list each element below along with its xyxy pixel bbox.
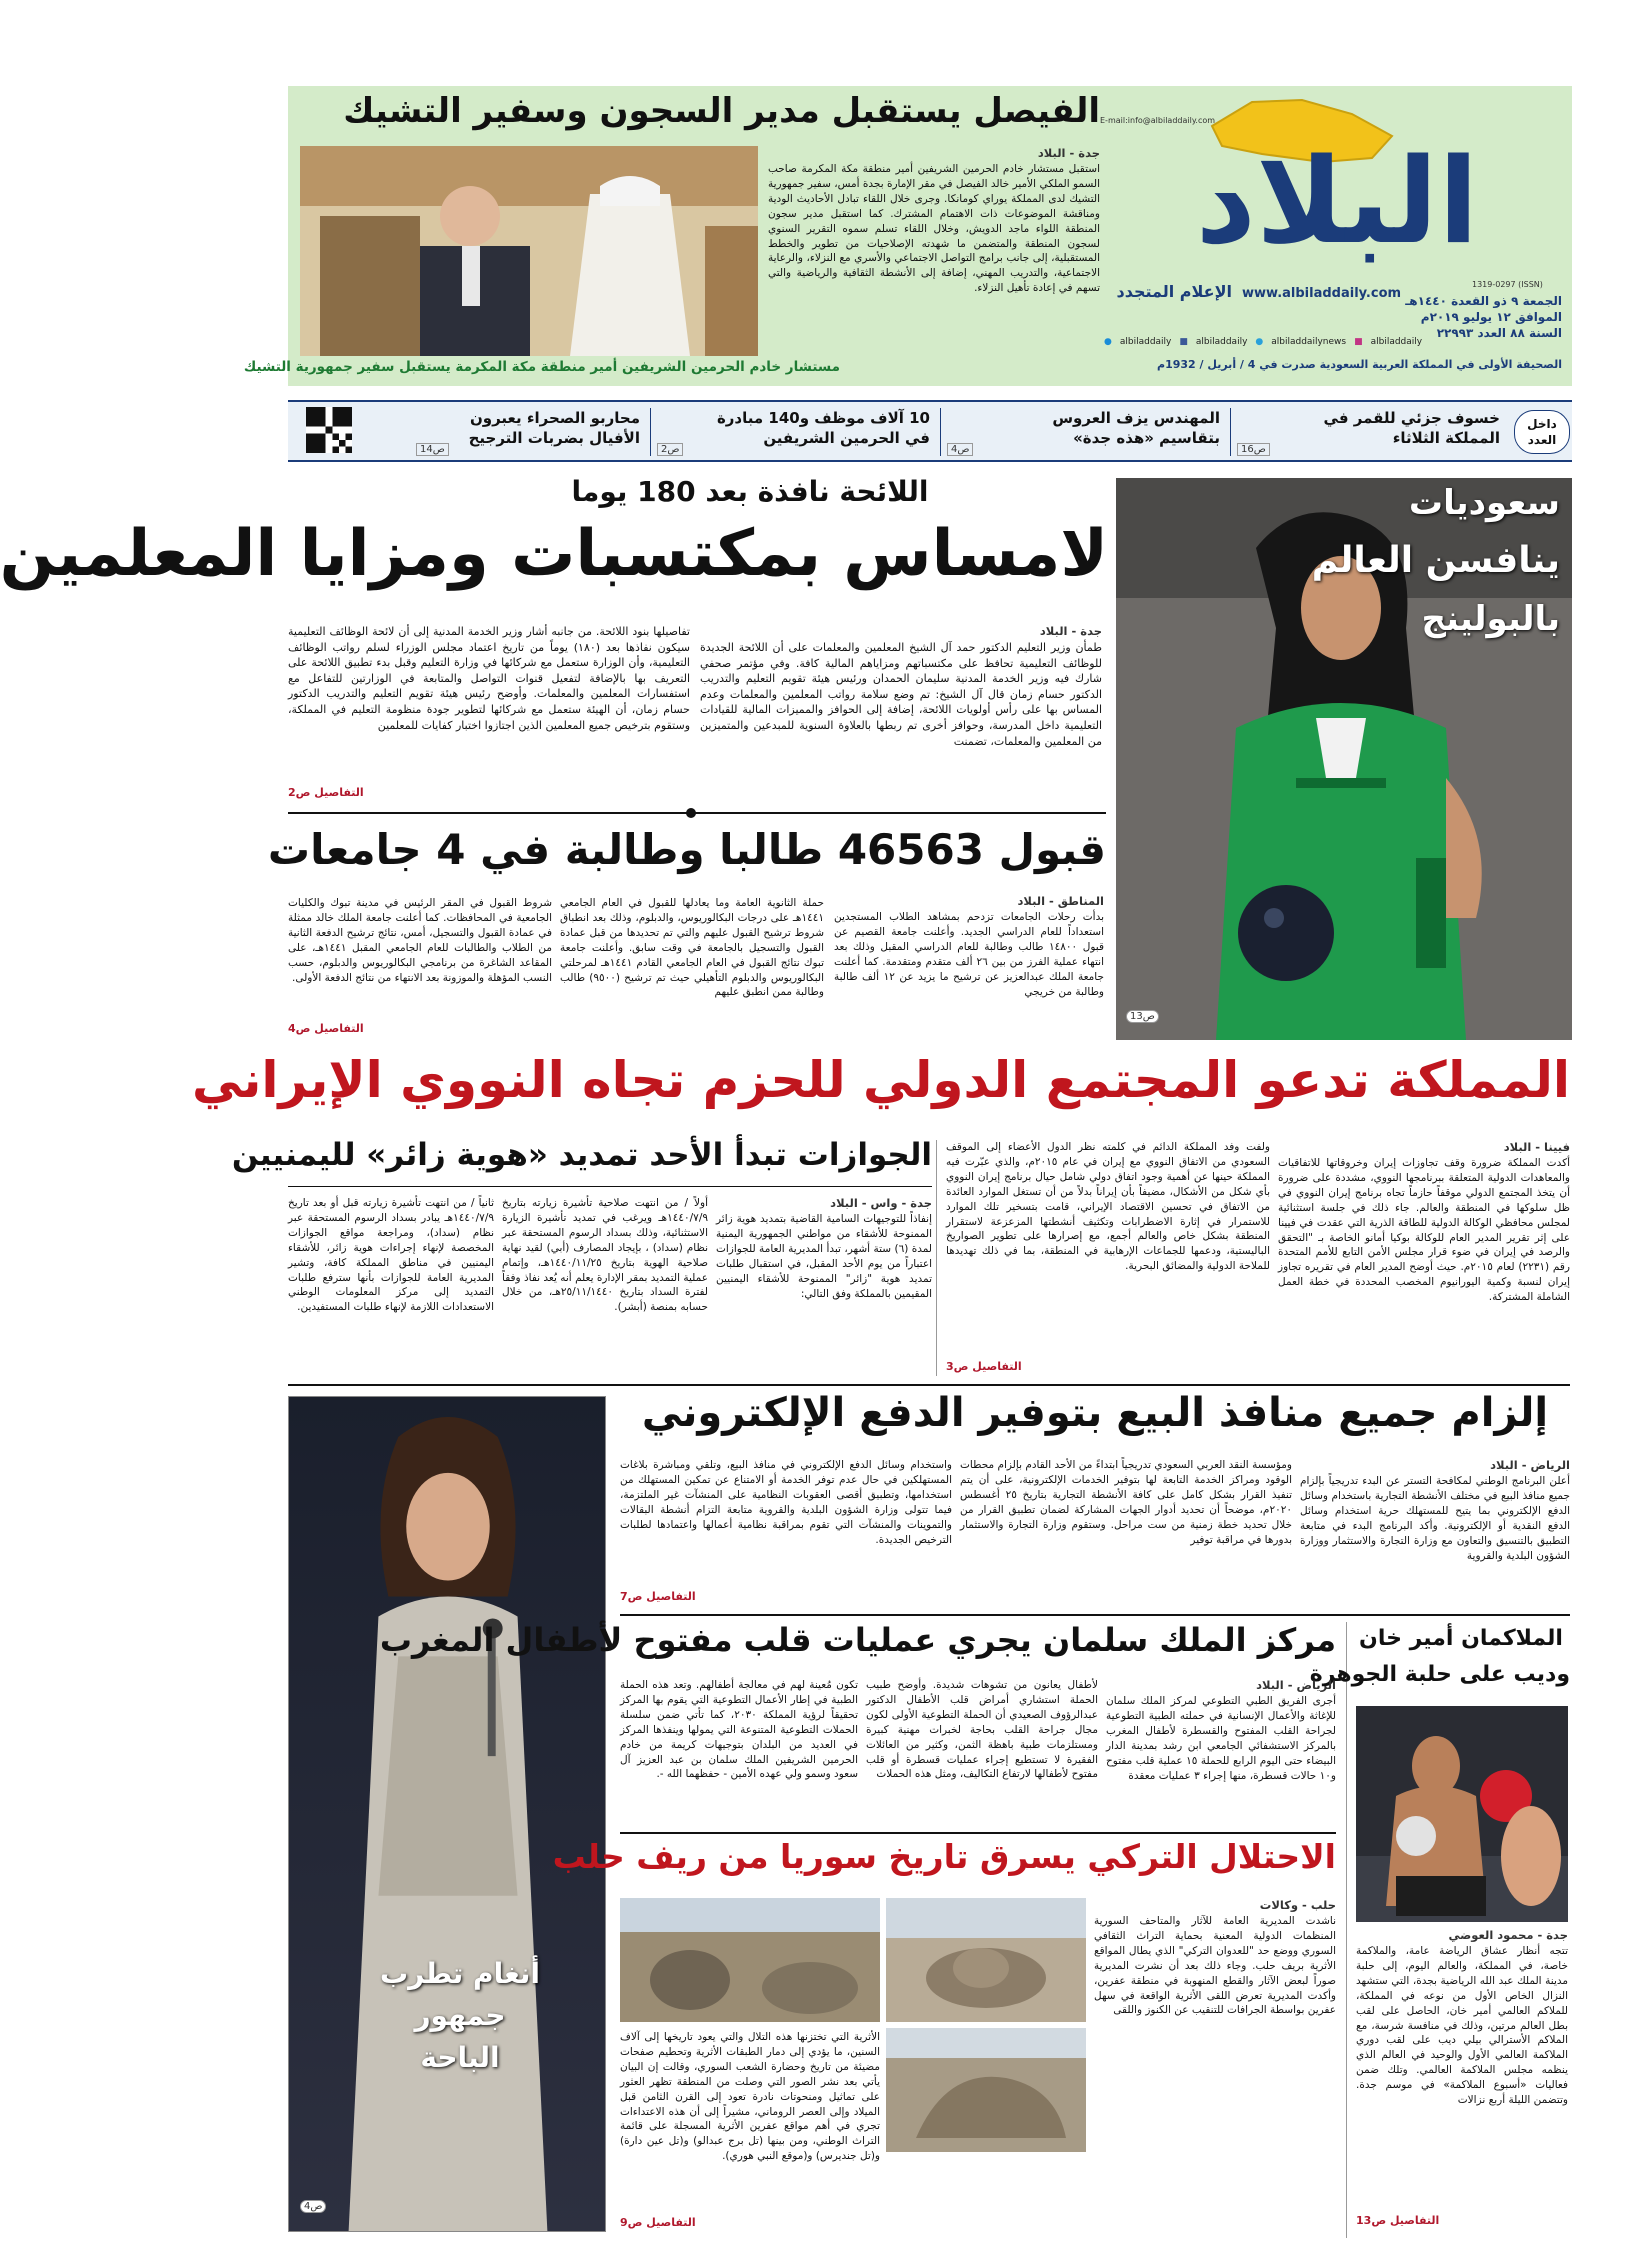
payments-byline: الرياض - البلاد	[1490, 1458, 1570, 1472]
teachers-rule-dot	[686, 808, 696, 818]
lead-byline: جدة - البلاد	[1037, 146, 1100, 160]
nuclear-col-1	[1278, 1140, 1570, 1378]
instagram-icon[interactable]: ■	[1354, 337, 1363, 347]
teachers-text-1: طمأن وزير التعليم الدكتور حمد آل الشيخ المعلمين والمعلمات على أن اللائحة الجديدة للوظائف التعليمية تحافظ على مكتسباتهم ومزاياهم المالية كافة. وفي مؤتمر صحفي شارك فيه وزير الخدمة المدنية سليمان الحمدان ورئيس هيئة تقويم التعليم والتدريب الدكتور حسام زمان قال آل الشيخ: تم وضع سلامة رواتب المعلمين والمعلمات وعدم المساس بها على رأس أولويات اللائحة، إضافة إلى الحوافز والمميزات المالية للقيادات التعليمية داخل المدرسة، وحوافز أخرى تم ربطها بالعلاوة السنوية للمبدعين والمتميزين من المعلمين والمعلمات، تضمنت	[700, 641, 1102, 748]
passports-text-2: أولاً / من انتهت صلاحية تأشيرة زيارته بتاريخ ١٤٤٠/٧/٩هـ ويرغب في تمديد تأشيرة الزيارة الاستثنائية، وذلك بسداد الرسوم المستحقة عبر نظام (سداد) ، بإيجاد المصارف (أبي) لقيد نهاية صلاحية الهوية بتاريخ ١٤٤٠/١١/٢٥هـ، وإتمام عملية التمديد بمقر الإدارة يعلم أنه يُعد نفاذ وفقاً لفترة السداد بتاريخ ٢٥/١١/١٤٤٠هـ، من خلال حسابه بمنصة (أبشر).	[502, 1197, 708, 1314]
teaser-item[interactable]	[1230, 408, 1500, 456]
email: E-mail:info@albiladdaily.com	[1100, 116, 1216, 125]
nuclear-divider	[936, 1140, 937, 1376]
payments-text-2: ومؤسسة النقد العربي السعودي تدريجياً ابتداءً من الأحد القادم بإلزام محطات الوقود ومراكز الخدمة التابعة لها بتوفير الخدمات الإلكترونية، على أن يتم تنفيذ القرار بشكل كامل على كافة الأنشطة التجارية بتاريخ ٢٥ أغسطس ٢٠٢٠م، موضحاً أن تحديد أدوار الجهات المشاركة لضمان تطبيق القرار من خلال تحديد خطة زمنية من ست مراحل. وستقوم وزارة التجارة والاستثمار بدورها في مراقبة توفير	[960, 1459, 1292, 1546]
teachers-kicker: اللائحة نافذة بعد 180 يوما	[571, 475, 929, 508]
syria-headline[interactable]: الاحتلال التركي يسرق تاريخ سوريا من ريف حلب	[552, 1837, 1336, 1876]
admissions-text-1: بدأت رحلات الجامعات تزدحم بمشاهد الطلاب المستجدين استعداداً للعام الدراسي الجديد. وأعلنت جامعة القصيم عن قبول ١٤٨٠٠ طالب وطالبة للعام الدراسي المقبل وذلك بعد انتهاء عملية الفرز من بين ٢٦ ألف متقدم ومتقدمة. كما أعلنت جامعة الملك عبدالعزيز عن ترشيح ما يزيد عن ١٢ ألف طالبة وطالبة من خريجي	[834, 911, 1105, 998]
social-handle[interactable]: albiladdaily	[1195, 337, 1248, 347]
admissions-headline[interactable]: قبول 46563 طالبا وطالبة في 4 جامعات	[267, 825, 1106, 874]
concert-caption-3: الباحة	[420, 2041, 500, 2074]
boxing-text: تتجه أنظار عشاق الرياضة عامة، والملاكمة خاصة، في المملكة، والعالم اليوم، إلى حلبة مدينة الملك عبد الله الرياضية بجدة، التي ستشهد النزال الخاص الأول من نوعه في المملكة، للملاكم العالمي أمير خان، الحاصل على لقب بطل العالم مرتين، وذلك في منافسة شرسة، مع الملاكم الأسترالي بيلي ديب على لقب دوري الملاكمة العالمي الأول والوحيد في العالم الذي ينظمه مجلس الملاكمة العالمي. وتلك ضمن فعاليات «أسبوع الملاكمة» في موسم جدة. وتتضمن الليلة أربع نزالات	[1356, 1945, 1568, 2107]
concert-caption-2: جمهور	[414, 1999, 506, 2032]
syria-col-1	[1094, 1898, 1336, 2234]
facebook-icon[interactable]: ■	[1179, 337, 1188, 347]
passports-col-1	[716, 1196, 932, 1376]
passports-text-1: إنفاذاً للتوجيهات السامية القاضية بتمديد هوية زائر الممنوحة للأشقاء من مواطني الجمهورية اليمنية لمدة (٦) ستة أشهر، تبدأ المديرية العامة للجوازات اعتباراً من يوم الأحد المقبل، في استقبال طلبات تمديد هوية "زائر" الممنوحة للأشقاء اليمنيين المقيمين بالمملكة وفق التالي:	[716, 1213, 932, 1300]
heart-text-2: لأطفال يعانون من تشوهات شديدة. وأوضح طبيب الحملة استشاري أمراض قلب الأطفال الدكتور عبدالرؤوف الصعيدي أن الحملة التطوعية الأولى لكون مجال جراحة القلب بحاجة لخبرات مهنية كبيرة ومستلزمات طبية باهظة الثمن، وكثير من العائلات الفقيرة لا تستطيع إجراء عمليات قسطرة أو قلب مفتوح لأطفالها لارتفاع التكاليف، ومثل هذه الحملات	[866, 1679, 1098, 1781]
lead-text	[768, 146, 1100, 376]
bowling-page: ص13	[1126, 1010, 1159, 1023]
teachers-rule	[288, 812, 1106, 814]
teaser-item[interactable]	[410, 408, 640, 456]
boxing-headline-2[interactable]: وديب على حلبة الجوهرة	[1309, 1662, 1570, 1687]
twitter-icon[interactable]: ●	[1104, 337, 1112, 347]
syria-photo-1[interactable]	[886, 1898, 1086, 2022]
boxing-more[interactable]: التفاصيل ص13	[1356, 2214, 1440, 2227]
heart-text-3: تكون مُعينة لهم في معالجة أطفالهم. وتعد هذه الحملة الطبية في إطار الأعمال التطوعية التي يقوم بها المركز تحقيقاً لرؤية المملكة ٢٠٣٠، كما تأتي ضمن سلسلة الحملات التطوعية المتنوعة التي يمولها وينفذها المركز في العديد من البلدان بتوجيهات كريمة من خادم الحرمين الشريفين الملك سلمان بن عبد العزيز آل سعود وسمو ولي عهده الأمين - حفظهما الله -.	[620, 1679, 858, 1781]
lead-body: استقبل مستشار خادم الحرمين الشريفين أمير منطقة مكة المكرمة صاحب السمو الملكي الأمير خالد الفيصل في مقر الإمارة بجدة أمس، سفير جمهورية التشيك لدى المملكة يوراي كومانكا. وجرى خلال اللقاء تبادل الأحاديث الودية ومناقشة الموضوعات ذات الاهتمام المشترك. كما استقبل مدير سجون المنطقة اللواء ماجد الدويش، وخلال اللقاء تسلم سموه التقرير السنوي لسجون المنطقة والمتضمن ما شهدته الإصلاحيات من تطوير والخطط المستقبلية، إلى جانب برامج التواصل الاجتماعي والأسري مع النزلاء، والرعاية الاجتماعية، والتدريب المهني، إضافة إلى الأنشطة الثقافية والرياضية والتي تسهم في إعادة تأهيل النزلاء.	[768, 163, 1100, 295]
issn: 1319-0297 (ISSN)	[1472, 280, 1543, 289]
teaser-title: خسوف جزئي للقمر في المملكة الثلاثاء	[1323, 409, 1500, 448]
teachers-text-2: تفاصيلها بنود اللائحة. من جانبه أشار وزير الخدمة المدنية إلى أن لائحة الوظائف التعليمية سيكون نفاذها بعد (١٨٠) يوماً من تاريخ اعتماد مجلس الوزراء لسلم رواتب الوظائف التعليمية، وأن الوزارة ستعمل مع شركائها في وزارة التعليم وقبل بدء تطبيق اللائحة على التعريف بها بالإضافة لتفعيل قنوات التواصل والمتابعة في الوزارتين للتفاعل مع استفسارات المعلمين والمعلمات. وأوضح رئيس هيئة تقويم التعليم والتدريب الدكتور حسام زمان، أن الهيئة ستعمل مع شركائها لتطوير جودة منظومة التعليم في المملكة، وستقوم بترخيص جميع المعلمين الذين اجتازوا اختبار كفايات للمعلمين	[288, 625, 690, 732]
heart-rule	[620, 1832, 1336, 1834]
lead-caption: مستشار خادم الحرمين الشريفين أمير منطقة مكة المكرمة يستقبل سفير جمهورية التشيك	[243, 359, 840, 375]
syria-more[interactable]: التفاصيل ص9	[620, 2216, 696, 2229]
heart-text-1: أجرى الفريق الطبي التطوعي لمركز الملك سلمان للإغاثة والأعمال الإنسانية في حملته الطبية التطوعية لجراحة القلب المفتوح والقسطرة لأطفال المغرب بالمركز الاستشفائي الجامعي ابن رشد بمدينة الدار البيضاء حتى اليوم الرابع للحملة ١٥ عملية قلب مفتوح و١٠ حالات قسطرة، منها إجراء ٣ عمليات معقدة	[1106, 1695, 1336, 1782]
masthead	[1100, 96, 1562, 382]
heart-byline: الرياض - البلاد	[1256, 1678, 1336, 1692]
admissions-col-1	[834, 894, 1104, 1044]
admissions-text-3: شروط القبول في المقر الرئيس في مدينة تبوك والكليات الجامعية في المحافظات. كما أعلنت جامعة الملك خالد ممثلة في عمادة القبول والتسجيل، أمس، نتائج ترشيح الدفعة الثانية من الطلاب والطالبات للعام الجامعي المقبل ١٤٤١هـ، على المقاعد الشاغرة من برنامجي البكالوريوس والدبلوم، حسب النسب المؤهلة والموزونة بعد الانتهاء من نتائج الدفعة الأولى.	[288, 897, 552, 984]
date-line-1: الجمعة ٩ ذو القعدة ١٤٤٠هـ	[1405, 294, 1562, 308]
teachers-more[interactable]: التفاصيل ص2	[288, 786, 364, 799]
payments-rule	[620, 1614, 1570, 1616]
admissions-more[interactable]: التفاصيل ص4	[288, 1022, 364, 1035]
teachers-headline[interactable]: لامساس بمكتسبات ومزايا المعلمين	[0, 517, 1108, 591]
website[interactable]: www.albiladdaily.com	[1242, 286, 1402, 301]
teaser-page: ص4	[947, 443, 973, 456]
syria-byline: حلب - وكالات	[1259, 1898, 1336, 1912]
concert-caption-1: أنغام تطرب	[379, 1957, 541, 1990]
logo-title: البلاد	[1195, 132, 1479, 270]
passports-rule	[288, 1186, 932, 1187]
telegram-icon[interactable]: ●	[1255, 337, 1264, 347]
concert-page: ص4	[300, 2200, 326, 2213]
bowling-title-3: بالبولينج	[1421, 599, 1560, 639]
mid-rule	[288, 1384, 1570, 1386]
payments-col-1	[1300, 1458, 1570, 1608]
social-handle[interactable]: albiladdaily	[1370, 337, 1423, 347]
nuclear-text-1: أكدت المملكة ضرورة وقف تجاوزات إيران وخروقاتها للاتفاقيات والمعاهدات الدولية المتعلقة ببرنامجها النووي، مشددة على ضرورة أن يتخذ المجتمع الدولي موقفاً حازماً تجاه برنامج إيران النووي في ظل سلوكها في المنطقة والعالم. جاء ذلك في جلسة استثنائية لمجلس محافظي الوكالة الدولية للطاقة الذرية التي عقدت في فيينا على إثر تقرير المدير العام للوكالة بوكيا أمانو الخاصة بـ "التحقق والرصد في إيران في ضوء قرار مجلس الأمن التابع للأمم المتحدة رقم (٢٢٣١) لعام ٢٠١٥م. حيث أوضح المدير العام في تقريره تجاوز إيران لنسبة وكمية اليورانيوم المخصب المحددة في خطة العمل الشاملة المشتركة.	[1278, 1157, 1570, 1304]
boxing-body-wrap	[1356, 1928, 1568, 2234]
syria-text-1: ناشدت المديرية العامة للآثار والمتاحف السورية المنظمات الدولية المعنية بحماية التراث الثقافي السوري ووضع حد "للعدوان التركي" الذي يطال المواقع الأثرية بريف حلب. وجاء ذلك بعد أن نشرت المديرية صوراً لبعض الآثار والقطع المنهوبة في منطقة عفرين، وأكدت المديرية تعرض اللقى الأثرية الواقعة في سهل عفرين بواسطة الجرافات للتنقيب عن الكنوز واللقى	[1094, 1915, 1336, 2017]
payments-text-1: أعلن البرنامج الوطني لمكافحة التستر عن البدء تدريجياً بإلزام جميع منافذ البيع في مختلف الأنشطة التجارية باستخدام وسائل الدفع الإلكتروني بما يتيح للمستهلك حرية استخدام وسائل الدفع النقدية أو الإلكترونية. وأكد البرنامج البدء في متابعة التطبيق بالتنسيق والتعاون مع وزارة التجارة والاستثمار ووزارة الشؤون البلدية والقروية	[1300, 1475, 1570, 1562]
teaser-page: ص14	[416, 443, 449, 456]
syria-photo-2[interactable]	[620, 1898, 880, 2022]
teaser-title: محاربو الصحراء يعبرون الأفيال بضربات الترجيح	[468, 409, 640, 448]
payments-text-3: واستخدام وسائل الدفع الإلكتروني في منافذ البيع، وتلقي ومباشرة بلاغات المستهلكين في حال عدم توفر الخدمة أو الامتناع عن تمكين المستهلك من استخدامها، وتطبيق أقصى العقوبات النظامية على المنشآت غير الملتزمة، فيما تتولى وزارة الشؤون البلدية والقروية متابعة التزام أنشطة البقالات والتموينات والمنشآت التي تقوم بمراقبة نظامية أعمالها واعتمادها لطلبات الترخيص الجديدة.	[620, 1459, 952, 1546]
qr-code	[306, 406, 352, 454]
teachers-byline: جدة - البلاد	[1039, 624, 1102, 638]
social-handle[interactable]: albiladdaily	[1119, 337, 1172, 347]
founded-line: الصحيفة الأولى في المملكة العربية السعودية صدرت في 4 / أبريل / 1932م	[1157, 358, 1562, 371]
teaser-item[interactable]	[940, 408, 1220, 456]
teaser-title: 10 آلاف موظف و140 مبادرة في الحرمين الشريفين	[716, 409, 930, 448]
heart-headline[interactable]: مركز الملك سلمان يجري عمليات قلب مفتوح لأطفال المغرب	[379, 1621, 1336, 1659]
teaser-page: ص2	[657, 443, 683, 456]
passports-text-3: ثانياً / من انتهت تأشيرة زيارته قبل أو بعد تاريخ ١٤٤٠/٧/٩هـ يبادر بسداد الرسوم المستحقة عبر نظام (سداد)، ومراجعة مواقع الجوازات المخصصة لإنهاء إجراءات هوية زائر، للأشقاء اليمنيين في مناطق المملكة كافة، وتشير المديرية العامة للجوازات بأنها سترفع طلبات التمديد إلى مركز المعلومات الوطني الاستعدادات اللازمة لإنهاء طلبات المستفيدين.	[288, 1197, 494, 1314]
lead-photo	[300, 146, 758, 356]
boxing-headline-1[interactable]: الملاكمان أمير خان	[1359, 1626, 1563, 1651]
teachers-col-1	[700, 624, 1102, 802]
social-handle[interactable]: albiladdailynews	[1271, 337, 1347, 347]
passports-byline: جدة - واس - البلاد	[830, 1196, 932, 1210]
nuclear-byline: فيينا - البلاد	[1503, 1140, 1570, 1154]
nuclear-text-2: ولفت وفد المملكة الدائم في كلمته نظر الدول الأعضاء إلى الموقف السعودي من الاتفاق النووي مع إيران في عام ٢٠١٥م، والذي عبّرت فيه المملكة حينها عن أهمية وجود اتفاق دولي شامل حيال برنامج إيران النووي بأي شكل من الأشكال، مضيفاً بأن إيراناً بدلاً من أن تستغل الموارد العائدة من الاتفاق في تحسين الاقتصاد الإيراني، قامت بتسخير تلك الموارد للاستمرار في إثارة الاضطرابات وتكثيف أنشطتها المزعزعة لاستقرار المنطقة بشكل خاص والعالم أجمع، مع إصرارها على تطوير الصواريخ الباليستية، ودعمها للجماعات الإرهابية في المنطقة، بما في ذلك تهديدها للملاحة الدولية والمضائق البحرية.	[946, 1141, 1271, 1273]
admissions-byline: المناطق - البلاد	[1017, 894, 1104, 908]
nuclear-headline[interactable]: المملكة تدعو المجتمع الدولي للحزم تجاه النووي الإيراني	[192, 1051, 1570, 1109]
syria-text-2: الأثرية التي تختزنها هذه التلال والتي يعود تاريخها إلى آلاف السنين، ما يؤدي إلى دمار الطبقات الأثرية وتحطيم صفحات مضيئة من تاريخ وحضارة الشعب السوري، وقالت إن البيان يأتي بعد نشر الصور التي وصلت من المنطقة تظهر العثور على تماثيل ومنحوتات نادرة تعود إلى القرن الثامن قبل الميلاد وإلى العصر الروماني، مشيراً إلى أن هذه الاعتداءات تجري في أهم مواقع عفرين الأثرية المسجلة على قائمة التراث الوطني، ومن بينها (تل برج عبدالو) و(تل عين دارة) و(تل جنديرس) و(موقع النبي هوري).	[620, 2031, 880, 2163]
syria-photo-3[interactable]	[886, 2028, 1086, 2152]
concert-photo[interactable]	[288, 1396, 606, 2232]
passports-headline[interactable]: الجوازات تبدأ الأحد تمديد «هوية زائر» لليمنيين	[231, 1137, 932, 1173]
admissions-text-2: حملة الثانوية العامة وما يعادلها للقبول في العام الجامعي ١٤٤١هـ على درجات البكالوريوس، والدبلوم، وذلك بعد انطباق شروط ترشيح القبول عليهم والتي تم تحديدها من قبل عمادة القبول والتسجيل بالجامعة في وقت سابق. وأعلنت جامعة تبوك نتائج القبول في العام الجامعي القادم ١٤٤١هـ لمرحلتي البكالوريوس والدبلوم التأهيلي حيث تم ترشيح (٩٥٠٠) طالب وطالبة ممن انطبق عليهم	[560, 897, 824, 999]
date-line-2: الموافق ١٢ يوليو ٢٠١٩م	[1420, 310, 1562, 324]
slogan: الإعلام المتجدد	[1116, 282, 1232, 301]
social-bar	[1104, 332, 1434, 352]
inside-label: داخل العدد	[1514, 410, 1570, 454]
heart-col-1	[1106, 1678, 1336, 1828]
payments-more[interactable]: التفاصيل ص7	[620, 1590, 696, 1603]
bowling-title-1: سعوديات	[1408, 483, 1560, 523]
boxing-photo[interactable]	[1356, 1706, 1568, 1922]
bowling-title-2: ينافسن العالم	[1311, 540, 1560, 581]
date-line-3: السنة ٨٨ العدد ٢٢٩٩٣	[1436, 326, 1562, 340]
teaser-page: ص16	[1237, 443, 1270, 456]
payments-headline[interactable]: إلزام جميع منافذ البيع بتوفير الدفع الإلكتروني	[641, 1390, 1549, 1436]
boxing-byline: جدة - محمود العوضي	[1448, 1928, 1568, 1942]
teaser-item[interactable]	[650, 408, 930, 456]
nuclear-more[interactable]: التفاصيل ص3	[946, 1360, 1022, 1373]
teaser-title: المهندس يزف العروس بتقاسيم «هذه جدة»	[1052, 409, 1220, 448]
lead-headline[interactable]: الفيصل يستقبل مدير السجون وسفير التشيك	[343, 91, 1100, 131]
